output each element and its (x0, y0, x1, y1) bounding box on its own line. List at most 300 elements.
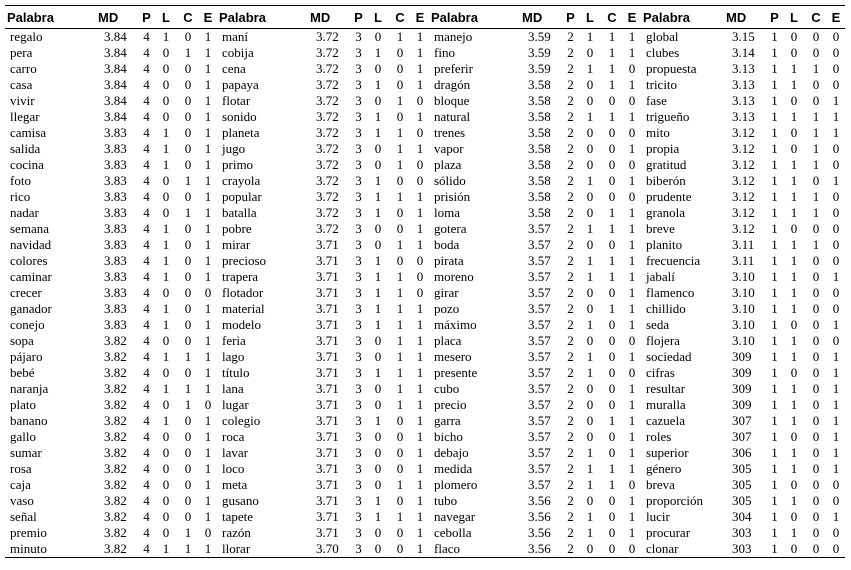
p-cell: 1 (771, 253, 778, 268)
word-cell: flaco (429, 541, 520, 558)
header-c-block-4: C (805, 6, 827, 29)
word-cell: carro (10, 61, 37, 76)
md-cell: 3.83 (104, 157, 127, 172)
e-cell: 1 (416, 525, 424, 540)
md-cell: 3.82 (104, 525, 127, 540)
p-cell: 2 (567, 365, 574, 380)
l-cell: 0 (162, 189, 170, 204)
c-cell: 1 (812, 141, 820, 156)
table-row (5, 461, 845, 477)
e-cell: 1 (204, 301, 212, 316)
md-cell: 3.58 (528, 189, 551, 204)
e-cell: 1 (416, 477, 424, 492)
p-cell: 2 (562, 541, 579, 558)
e-cell: 1 (416, 413, 424, 428)
p-cell: 2 (567, 237, 574, 252)
e-cell: 1 (204, 349, 212, 364)
header-e-block-3: E (623, 6, 641, 29)
c-cell: 0 (608, 509, 616, 524)
c-cell: 0 (812, 477, 820, 492)
e-cell: 1 (204, 61, 212, 76)
c-cell: 0 (396, 77, 404, 92)
e-cell: 1 (628, 413, 636, 428)
l-cell: 1 (162, 269, 170, 284)
p-cell: 2 (567, 45, 574, 60)
l-cell: 1 (162, 349, 170, 364)
l-cell: 0 (367, 541, 389, 558)
c-cell: 0 (184, 221, 192, 236)
p-cell: 2 (567, 205, 574, 220)
word-cell: meta (222, 477, 248, 492)
p-cell: 3 (350, 541, 367, 558)
word-cell: regalo (10, 29, 43, 44)
l-cell: 0 (374, 333, 382, 348)
word-cell: breva (646, 477, 675, 492)
p-cell: 1 (771, 445, 778, 460)
l-cell: 0 (586, 333, 594, 348)
p-cell: 4 (143, 365, 150, 380)
word-cell: ganador (10, 301, 52, 316)
c-cell: 0 (608, 397, 616, 412)
word-cell: colegio (222, 413, 261, 428)
p-cell: 1 (771, 525, 778, 540)
word-cell: máximo (434, 317, 477, 332)
md-cell: 3.12 (732, 189, 755, 204)
word-cell: sopa (10, 333, 34, 348)
md-cell: 3.11 (732, 237, 755, 252)
e-cell: 1 (204, 125, 212, 140)
c-cell: 0 (812, 45, 820, 60)
word-cell: tricito (646, 77, 678, 92)
word-cell: jugo (222, 141, 246, 156)
word-cell: papaya (222, 77, 259, 92)
p-cell: 2 (567, 61, 574, 76)
table-row (5, 157, 845, 173)
p-cell: 3 (355, 173, 362, 188)
md-cell: 3.57 (528, 381, 551, 396)
p-cell: 3 (355, 397, 362, 412)
word-cell: premio (10, 525, 47, 540)
word-cell: camisa (10, 125, 47, 140)
md-cell: 307 (732, 429, 752, 444)
l-cell: 1 (162, 157, 170, 172)
word-cell: resultar (646, 381, 685, 396)
l-cell: 0 (162, 493, 170, 508)
c-cell: 0 (805, 541, 827, 558)
l-cell: 0 (783, 541, 805, 558)
c-cell: 0 (608, 157, 616, 172)
l-cell: 1 (374, 253, 382, 268)
table-row (5, 509, 845, 525)
c-cell: 0 (184, 157, 192, 172)
word-cell: medida (434, 461, 473, 476)
word-cell: biberón (646, 173, 686, 188)
l-cell: 0 (162, 429, 170, 444)
p-cell: 4 (143, 493, 150, 508)
p-cell: 2 (567, 381, 574, 396)
word-cell: llorar (217, 541, 308, 558)
md-cell: 3.72 (316, 221, 339, 236)
e-cell: 0 (832, 253, 840, 268)
md-cell: 3.58 (528, 173, 551, 188)
c-cell: 1 (608, 45, 616, 60)
md-cell: 305 (732, 493, 752, 508)
c-cell: 1 (184, 397, 192, 412)
p-cell: 4 (143, 397, 150, 412)
l-cell: 0 (162, 365, 170, 380)
l-cell: 0 (374, 429, 382, 444)
l-cell: 1 (790, 157, 798, 172)
l-cell: 1 (586, 317, 594, 332)
word-cell: casa (10, 77, 33, 92)
header-word-block-4: Palabra (641, 6, 724, 29)
l-cell: 1 (586, 29, 594, 44)
p-cell: 1 (771, 381, 778, 396)
e-cell: 0 (832, 301, 840, 316)
table-row (5, 237, 845, 253)
c-cell: 0 (812, 333, 820, 348)
p-cell: 4 (143, 413, 150, 428)
c-cell: 0 (184, 253, 192, 268)
l-cell: 1 (374, 269, 382, 284)
md-cell: 3.57 (528, 429, 551, 444)
md-cell: 3.71 (316, 413, 339, 428)
c-cell: 0 (396, 253, 404, 268)
l-cell: 0 (374, 349, 382, 364)
l-cell: 0 (586, 397, 594, 412)
md-cell: 3.71 (316, 429, 339, 444)
md-cell: 3.10 (732, 285, 755, 300)
p-cell: 2 (567, 141, 574, 156)
header-e-block-1: E (199, 6, 217, 29)
p-cell: 2 (567, 157, 574, 172)
word-cell: debajo (434, 445, 469, 460)
word-cell: foto (10, 173, 31, 188)
c-cell: 0 (184, 237, 192, 252)
l-cell: 0 (586, 141, 594, 156)
e-cell: 0 (832, 45, 840, 60)
e-cell: 1 (832, 381, 840, 396)
header-md-block-2: MD (308, 6, 350, 29)
e-cell: 1 (416, 205, 424, 220)
p-cell: 1 (771, 205, 778, 220)
word-cell: bebé (10, 365, 35, 380)
word-cell: tapete (222, 509, 254, 524)
l-cell: 0 (162, 525, 170, 540)
word-cell: boda (434, 237, 460, 252)
l-cell: 0 (586, 125, 594, 140)
l-cell: 0 (579, 541, 601, 558)
p-cell: 4 (143, 141, 150, 156)
c-cell: 1 (184, 525, 192, 540)
table-row (5, 285, 845, 301)
p-cell: 4 (143, 429, 150, 444)
e-cell: 1 (628, 301, 636, 316)
md-cell: 3.71 (316, 253, 339, 268)
c-cell: 1 (396, 333, 404, 348)
c-cell: 1 (396, 157, 404, 172)
p-cell: 2 (567, 397, 574, 412)
md-cell: 3.58 (528, 77, 551, 92)
p-cell: 1 (766, 541, 783, 558)
word-cell: pera (10, 45, 33, 60)
md-cell: 3.71 (316, 445, 339, 460)
table-row (5, 477, 845, 493)
table-row (5, 141, 845, 157)
word-cell: chillido (646, 301, 686, 316)
p-cell: 3 (355, 493, 362, 508)
md-cell: 3.84 (104, 77, 127, 92)
p-cell: 1 (771, 141, 778, 156)
p-cell: 1 (771, 221, 778, 236)
c-cell: 1 (608, 413, 616, 428)
l-cell: 1 (374, 301, 382, 316)
p-cell: 3 (355, 269, 362, 284)
e-cell: 1 (628, 317, 636, 332)
l-cell: 0 (162, 61, 170, 76)
p-cell: 3 (355, 125, 362, 140)
l-cell: 0 (790, 29, 798, 44)
md-cell: 3.11 (732, 253, 755, 268)
p-cell: 4 (143, 221, 150, 236)
table-row (5, 205, 845, 221)
table-row (5, 445, 845, 461)
table-row (5, 189, 845, 205)
md-cell: 3.71 (316, 237, 339, 252)
table-row (5, 29, 845, 46)
c-cell: 0 (396, 109, 404, 124)
md-cell: 3.71 (316, 397, 339, 412)
word-cell: trenes (434, 125, 466, 140)
e-cell: 0 (628, 61, 636, 76)
l-cell: 0 (162, 109, 170, 124)
p-cell: 4 (143, 269, 150, 284)
md-cell: 3.72 (316, 77, 339, 92)
word-cell: procurar (646, 525, 691, 540)
c-cell: 0 (812, 317, 820, 332)
l-cell: 0 (586, 301, 594, 316)
word-cell: superior (646, 445, 689, 460)
word-cell: planito (646, 237, 683, 252)
word-cell: feria (222, 333, 246, 348)
header-word-block-3: Palabra (429, 6, 520, 29)
l-cell: 1 (586, 365, 594, 380)
e-cell: 1 (628, 221, 636, 236)
c-cell: 1 (396, 125, 404, 140)
c-cell: 1 (608, 109, 616, 124)
md-cell: 3.56 (528, 509, 551, 524)
table-row (5, 493, 845, 509)
c-cell: 1 (396, 349, 404, 364)
e-cell: 1 (628, 493, 636, 508)
p-cell: 2 (567, 429, 574, 444)
l-cell: 0 (586, 93, 594, 108)
l-cell: 1 (374, 493, 382, 508)
e-cell: 1 (628, 269, 636, 284)
md-cell: 3.56 (528, 525, 551, 540)
c-cell: 0 (812, 429, 820, 444)
word-table (5, 5, 845, 558)
p-cell: 4 (143, 29, 150, 44)
e-cell: 1 (416, 381, 424, 396)
word-cell: placa (434, 333, 462, 348)
c-cell: 0 (396, 221, 404, 236)
c-cell: 0 (396, 525, 404, 540)
e-cell: 1 (832, 173, 840, 188)
md-cell: 3.57 (528, 317, 551, 332)
l-cell: 0 (586, 157, 594, 172)
word-cell: crecer (10, 285, 42, 300)
md-cell: 3.72 (316, 125, 339, 140)
c-cell: 0 (184, 301, 192, 316)
header-word-block-1: Palabra (5, 6, 96, 29)
word-cell: mito (646, 125, 670, 140)
md-cell: 3.84 (104, 45, 127, 60)
l-cell: 1 (790, 237, 798, 252)
c-cell: 1 (396, 189, 404, 204)
l-cell: 0 (790, 125, 798, 140)
c-cell: 0 (608, 445, 616, 460)
md-cell: 3.57 (528, 477, 551, 492)
md-cell: 3.82 (104, 333, 127, 348)
md-cell: 3.82 (104, 509, 127, 524)
e-cell: 0 (416, 269, 424, 284)
c-cell: 0 (396, 429, 404, 444)
word-table-container (5, 5, 845, 557)
c-cell: 0 (608, 493, 616, 508)
e-cell: 1 (416, 77, 424, 92)
p-cell: 3 (355, 317, 362, 332)
c-cell: 0 (812, 493, 820, 508)
c-cell: 1 (396, 269, 404, 284)
l-cell: 0 (790, 509, 798, 524)
l-cell: 0 (790, 317, 798, 332)
md-cell: 3.12 (732, 221, 755, 236)
p-cell: 3 (355, 157, 362, 172)
e-cell: 1 (832, 429, 840, 444)
p-cell: 1 (771, 237, 778, 252)
c-cell: 0 (184, 285, 192, 300)
table-row (5, 413, 845, 429)
l-cell: 1 (162, 317, 170, 332)
header-p-block-4: P (766, 6, 783, 29)
e-cell: 1 (204, 77, 212, 92)
l-cell: 1 (790, 77, 798, 92)
word-cell: género (646, 461, 682, 476)
l-cell: 1 (374, 173, 382, 188)
p-cell: 4 (143, 285, 150, 300)
c-cell: 0 (812, 77, 820, 92)
e-cell: 1 (204, 269, 212, 284)
p-cell: 3 (355, 205, 362, 220)
l-cell: 1 (374, 45, 382, 60)
md-cell: 3.15 (732, 29, 755, 44)
md-cell: 3.72 (316, 61, 339, 76)
md-cell: 3.57 (528, 365, 551, 380)
p-cell: 3 (355, 461, 362, 476)
word-cell: modelo (222, 317, 261, 332)
word-cell: pobre (222, 221, 252, 236)
l-cell: 0 (790, 365, 798, 380)
c-cell: 0 (608, 333, 616, 348)
e-cell: 0 (832, 525, 840, 540)
word-cell: breve (646, 221, 675, 236)
e-cell: 1 (628, 285, 636, 300)
l-cell: 1 (790, 381, 798, 396)
md-cell: 3.83 (104, 269, 127, 284)
md-cell: 3.82 (104, 477, 127, 492)
word-cell: roca (222, 429, 245, 444)
c-cell: 0 (812, 349, 820, 364)
header-l-block-3: L (579, 6, 601, 29)
l-cell: 0 (374, 397, 382, 412)
l-cell: 1 (790, 301, 798, 316)
word-cell: prisión (434, 189, 471, 204)
md-cell: 3.83 (104, 253, 127, 268)
md-cell: 3.57 (528, 397, 551, 412)
p-cell: 2 (567, 285, 574, 300)
md-cell: 3.82 (104, 381, 127, 396)
p-cell: 1 (771, 301, 778, 316)
md-cell: 3.58 (528, 109, 551, 124)
word-cell: natural (434, 109, 471, 124)
l-cell: 1 (586, 445, 594, 460)
l-cell: 0 (790, 477, 798, 492)
c-cell: 0 (608, 125, 616, 140)
l-cell: 1 (162, 301, 170, 316)
l-cell: 1 (586, 109, 594, 124)
e-cell: 0 (628, 477, 636, 492)
md-cell: 3.82 (104, 445, 127, 460)
word-cell: frecuencia (646, 253, 701, 268)
word-cell: cobija (222, 45, 254, 60)
e-cell: 1 (204, 413, 212, 428)
table-body (5, 29, 845, 558)
e-cell: 1 (628, 509, 636, 524)
word-cell: trigueño (646, 109, 690, 124)
c-cell: 0 (184, 93, 192, 108)
md-cell: 303 (732, 525, 752, 540)
e-cell: 0 (204, 525, 212, 540)
c-cell: 0 (608, 93, 616, 108)
word-cell: manejo (434, 29, 473, 44)
p-cell: 1 (771, 269, 778, 284)
md-cell: 3.57 (528, 461, 551, 476)
l-cell: 1 (790, 397, 798, 412)
l-cell: 1 (790, 189, 798, 204)
l-cell: 1 (162, 381, 170, 396)
md-cell: 3.71 (316, 525, 339, 540)
p-cell: 3 (355, 365, 362, 380)
p-cell: 3 (355, 509, 362, 524)
p-cell: 4 (143, 317, 150, 332)
md-cell: 3.58 (528, 125, 551, 140)
p-cell: 1 (771, 189, 778, 204)
l-cell: 0 (162, 477, 170, 492)
word-cell: material (222, 301, 265, 316)
c-cell: 1 (812, 125, 820, 140)
word-cell: batalla (222, 205, 257, 220)
header-e-block-2: E (411, 6, 429, 29)
c-cell: 1 (396, 397, 404, 412)
md-cell: 3.84 (104, 29, 127, 44)
word-cell: sonido (222, 109, 257, 124)
p-cell: 3 (355, 45, 362, 60)
p-cell: 2 (567, 109, 574, 124)
p-cell: 3 (355, 77, 362, 92)
c-cell: 0 (812, 29, 820, 44)
table-row (5, 365, 845, 381)
